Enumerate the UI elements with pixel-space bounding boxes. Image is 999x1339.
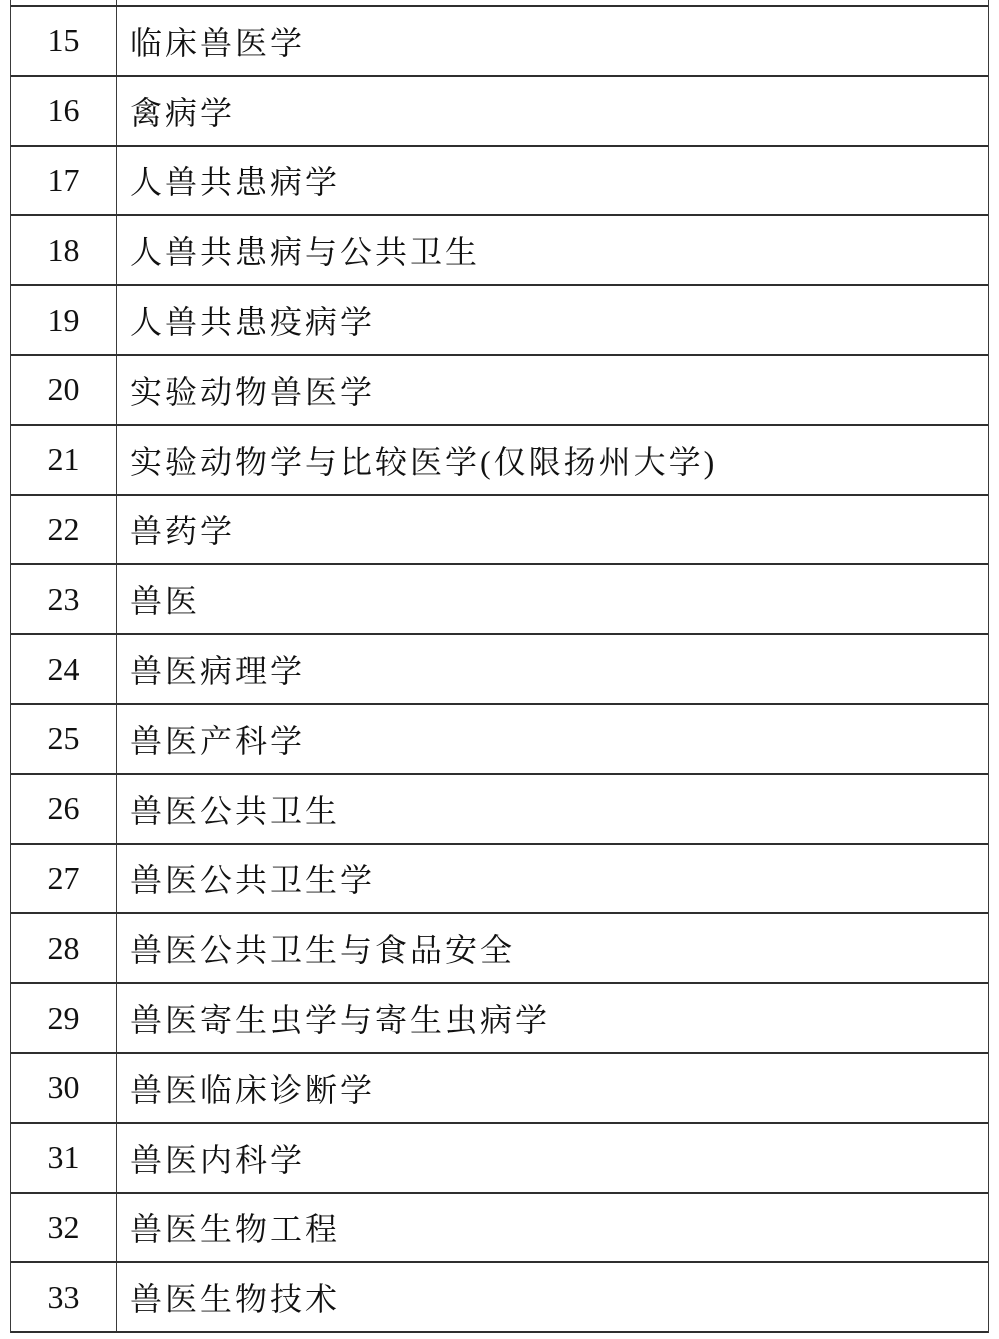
table-row [11,147,988,217]
row-name-cell: 兽医临床诊断学 [130,1071,376,1108]
table-row [11,1194,988,1264]
row-number-cell: 32 [11,1194,117,1262]
subject-table [10,0,989,1333]
table-row [11,216,988,286]
row-number-cell: 24 [11,635,117,703]
row-number-cell: 25 [11,705,117,773]
row-number-cell: 33 [11,1263,117,1331]
row-number-cell: 30 [11,1054,117,1122]
row-name-cell: 兽医生物技术 [130,1281,341,1318]
row-number-cell: 29 [11,984,117,1052]
row-name-cell: 兽医公共卫生 [130,792,341,829]
row-number-cell: 28 [11,914,117,982]
row-name-cell: 实验动物兽医学 [130,373,376,410]
row-name-cell: 兽药学 [130,513,236,550]
row-name-cell: 实验动物学与比较医学(仅限扬州大学) [130,443,718,480]
table-row [11,356,988,426]
table-row [11,1054,988,1124]
row-name-cell: 兽医产科学 [130,722,306,759]
row-number-cell: 22 [11,496,117,564]
table-row [11,496,988,566]
table-rows-container [11,7,988,1333]
row-name-cell: 兽医生物工程 [130,1211,341,1248]
table-row [11,705,988,775]
table-row [11,286,988,356]
table-row [11,984,988,1054]
row-number-cell: 23 [11,565,117,633]
row-name-cell: 兽医病理学 [130,653,306,690]
row-number-cell: 27 [11,845,117,913]
row-number-cell: 17 [11,147,117,215]
table-row [11,775,988,845]
row-name-cell: 临床兽医学 [130,24,306,61]
row-number-cell: 19 [11,286,117,354]
row-name-cell: 人兽共患病与公共卫生 [130,234,481,271]
table-row [11,77,988,147]
row-name-cell: 兽医公共卫生与食品安全 [130,932,516,969]
row-name-cell: 兽医 [130,583,201,620]
table-row [11,426,988,496]
table-row [11,7,988,77]
table-row [11,914,988,984]
table-row [11,565,988,635]
row-name-cell: 兽医内科学 [130,1141,306,1178]
table-row [11,635,988,705]
row-number-cell: 21 [11,426,117,494]
row-name-cell: 人兽共患疫病学 [130,304,376,341]
row-name-cell: 人兽共患病学 [130,164,341,201]
table-row [11,1263,988,1333]
table-row [11,845,988,915]
row-number-cell: 16 [11,77,117,145]
row-name-cell: 兽医公共卫生学 [130,862,376,899]
row-number-cell: 18 [11,216,117,284]
row-number-cell: 20 [11,356,117,424]
table-row [11,1124,988,1194]
row-name-cell: 禽病学 [130,94,236,131]
partial-row-top [11,0,988,7]
row-number-cell: 26 [11,775,117,843]
row-number-cell: 31 [11,1124,117,1192]
row-number-cell: 15 [11,7,117,75]
partial-row-number-cell [11,0,117,5]
row-name-cell: 兽医寄生虫学与寄生虫病学 [130,1002,551,1039]
